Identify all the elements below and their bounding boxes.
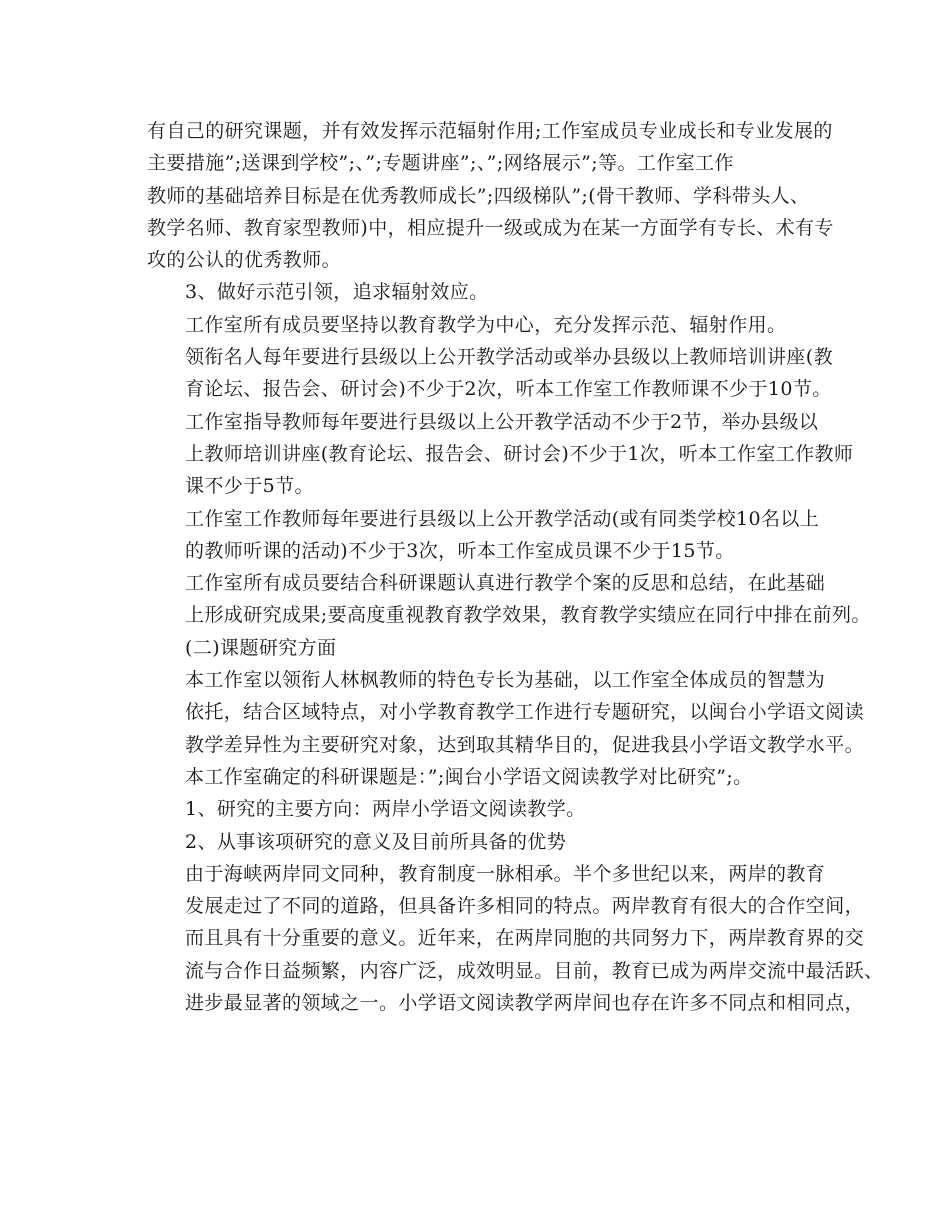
text-line: 工作室指导教师每年要进行县级以上公开教学活动不少于2节，举办县级以 <box>185 410 819 433</box>
text-line: 1、研究的主要方向：两岸小学语文阅读教学。 <box>185 798 586 821</box>
paragraph <box>147 858 884 1019</box>
text-line: 而且具有十分重要的意义。近年来，在两岸同胞的共同努力下，两岸教育界的交 <box>185 927 865 950</box>
text-line: 教学名师、教育家型教师)中，相应提升一级或成为在某一方面学有专长、术有专 <box>147 216 834 239</box>
text-line: 本工作室确定的科研课题是：”;闽台小学语文阅读教学对比研究”;。 <box>185 765 753 788</box>
paragraph <box>147 115 834 276</box>
text-line: (二)课题研究方面 <box>185 636 337 659</box>
paragraph <box>147 406 854 503</box>
text-line: 工作室所有成员要坚持以教育教学为中心，充分发挥示范、辐射作用。 <box>185 313 787 336</box>
paragraph <box>147 276 807 308</box>
text-line: 流与合作日益频繁，内容广泛，成效明显。目前，教育已成为两岸交流中最活跃、 <box>185 959 884 982</box>
text-line: 本工作室以领衔人林枫教师的特色专长为基础，以工作室全体成员的智慧为 <box>185 669 826 692</box>
text-line: 上教师培训讲座(教育论坛、报告会、研讨会)不少于1次，听本工作室工作教师 <box>185 442 854 465</box>
paragraph <box>147 826 807 858</box>
text-line: 上形成研究成果;要高度重视教育教学效果，教育教学实绩应在同行中排在前列。 <box>185 604 871 627</box>
paragraph <box>147 567 871 632</box>
text-line: 由于海峡两岸同文同种，教育制度一脉相承。半个多世纪以来，两岸的教育 <box>185 862 826 885</box>
text-line: 3、做好示范引领，追求辐射效应。 <box>185 281 489 304</box>
text-line: 教师的基础培养目标是在优秀教师成长”;四级梯队”;(骨干教师、学科带头人、 <box>147 184 810 207</box>
text-line: 育论坛、报告会、研讨会)不少于2次，听本工作室工作教师课不少于10节。 <box>185 378 832 401</box>
paragraph <box>147 632 807 664</box>
paragraph <box>147 503 820 568</box>
document-body <box>147 115 884 1019</box>
text-line: 工作室工作教师每年要进行县级以上公开教学活动(或有同类学校10名以上 <box>185 507 820 530</box>
text-line: 进步最显著的领域之一。小学语文阅读教学两岸间也存在许多不同点和相同点， <box>185 992 865 1015</box>
text-line: 领衔名人每年要进行县级以上公开教学活动或举办县级以上教师培训讲座(教 <box>185 346 834 369</box>
text-line: 2、从事该项研究的意义及目前所具备的优势 <box>185 830 567 853</box>
paragraph <box>147 793 807 825</box>
text-line: 工作室所有成员要结合科研课题认真进行教学个案的反思和总结，在此基础 <box>185 572 826 595</box>
text-line: 依托，结合区域特点，对小学教育教学工作进行专题研究，以闽台小学语文阅读 <box>185 701 865 724</box>
text-line: 攻的公认的优秀教师。 <box>147 249 342 272</box>
paragraph <box>147 341 834 406</box>
paragraph <box>147 664 865 761</box>
paragraph <box>147 761 807 793</box>
text-line: 教学差异性为主要研究对象，达到取其精华目的，促进我县小学语文教学水平。 <box>185 733 865 756</box>
text-line: 的教师听课的活动)不少于3次，听本工作室成员课不少于15节。 <box>185 539 735 562</box>
text-line: 有自己的研究课题，并有效发挥示范辐射作用;工作室成员专业成长和专业发展的 <box>147 120 833 142</box>
text-line: 主要措施”;送课到学校”;、”;专题讲座”;、”;网络展示”;等。工作室工作 <box>147 152 734 175</box>
text-line: 发展走过了不同的道路，但具备许多相同的特点。两岸教育有很大的合作空间， <box>185 895 865 918</box>
text-line: 课不少于5节。 <box>185 475 314 498</box>
paragraph <box>147 309 807 341</box>
